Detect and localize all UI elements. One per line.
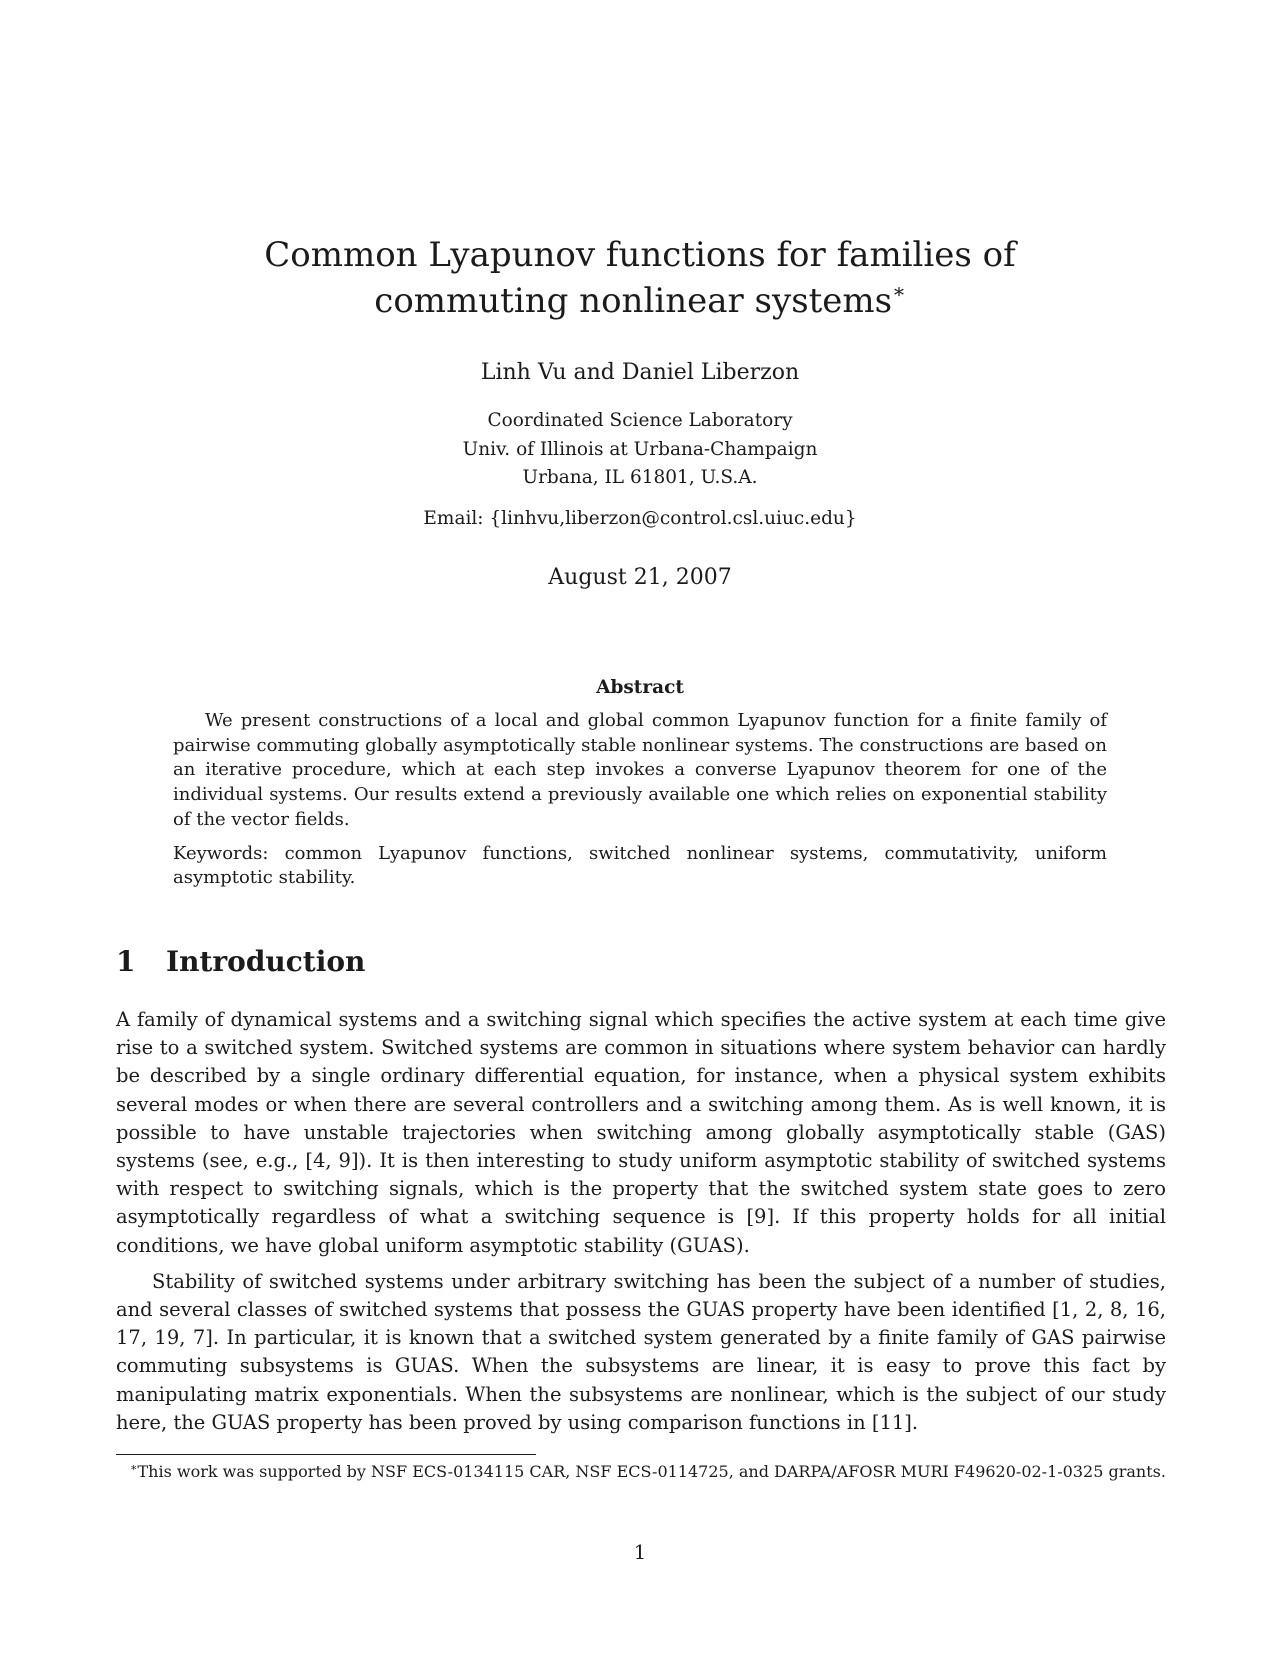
section-number: 1	[116, 945, 136, 978]
abstract-keywords: Keywords: common Lyapunov functions, switched nonlinear systems, commutativity, uniform asymptotic stability.	[173, 842, 1107, 889]
affiliation-line: Urbana, IL 61801, U.S.A.	[522, 467, 758, 488]
section-body	[116, 1006, 1166, 1437]
title-line-1: Common Lyapunov functions for families of	[264, 235, 1016, 275]
footnote-paragraph	[116, 1460, 1166, 1484]
title-line-2-text: commuting nonlinear systems	[374, 281, 893, 321]
abstract-heading: Abstract	[596, 677, 684, 698]
author-email: Email: {linhvu,liberzon@control.csl.uiuc.edu}	[423, 508, 857, 529]
section-heading	[116, 944, 365, 980]
affiliation-block	[0, 407, 1280, 493]
abstract-text: We present constructions of a local and global common Lyapunov function for a finite family of pairwise commuting globally asymptotically stable nonlinear systems. The constructions are based on an iterative procedure, which at each step invokes a converse Lyapunov theorem for one of the individual systems. Our results extend a previously available one which relies on exponential stability of the vector fields.	[173, 710, 1107, 830]
footnote-rule	[116, 1454, 536, 1455]
footnote-mark: ∗	[130, 1461, 138, 1474]
footnote-text: This work was supported by NSF ECS-0134115 CAR, NSF ECS-0114725, and DARPA/AFOSR MURI F49620-02-1-0325 grants.	[137, 1462, 1166, 1481]
affiliation-line: Univ. of Illinois at Urbana-Champaign	[462, 438, 818, 460]
footnote	[116, 1460, 1166, 1484]
page-number: 1	[633, 1541, 647, 1564]
title-footnote-mark: ∗	[892, 279, 906, 303]
section-title: Introduction	[166, 945, 366, 978]
paper-title	[0, 232, 1280, 324]
paper-date: August 21, 2007	[548, 565, 732, 590]
title-line-2	[0, 278, 1280, 324]
body-paragraph: Stability of switched systems under arbitrary switching has been the subject of a number of studies, and several classes of switched systems that possess the GUAS property have been identified [1, 2, 8, 16, 17, 19, 7]. In particular, it is known that a switched system generated by a finite family of GAS pairwise commuting subsystems is GUAS. When the subsystems are linear, it is easy to prove this fact by manipulating matrix exponentials. When the subsystems are nonlinear, which is the subject of our study here, the GUAS property has been proved by using comparison functions in [11].	[116, 1269, 1166, 1434]
paper-authors: Linh Vu and Daniel Liberzon	[480, 360, 800, 385]
abstract-body	[173, 709, 1107, 891]
body-paragraph: A family of dynamical systems and a switching signal which specifies the active system at each time give rise to a switched system. Switched systems are common in situations where system behavior can hardly be described by a single ordinary differential equation, for instance, when a physical system exhibits several modes or when there are several controllers and a switching among them. As is well known, it is possible to have unstable trajectories when switching among globally asymptotically stable (GAS) systems (see, e.g., [4, 9]). It is then interesting to study uniform asymptotic stability of switched systems with respect to switching signals, which is the property that the switched system state goes to zero asymptotically regardless of what a switching sequence is [9]. If this property holds for all initial conditions, we have global uniform asymptotic stability (GUAS).	[116, 1008, 1166, 1257]
affiliation-line: Coordinated Science Laboratory	[487, 410, 793, 431]
